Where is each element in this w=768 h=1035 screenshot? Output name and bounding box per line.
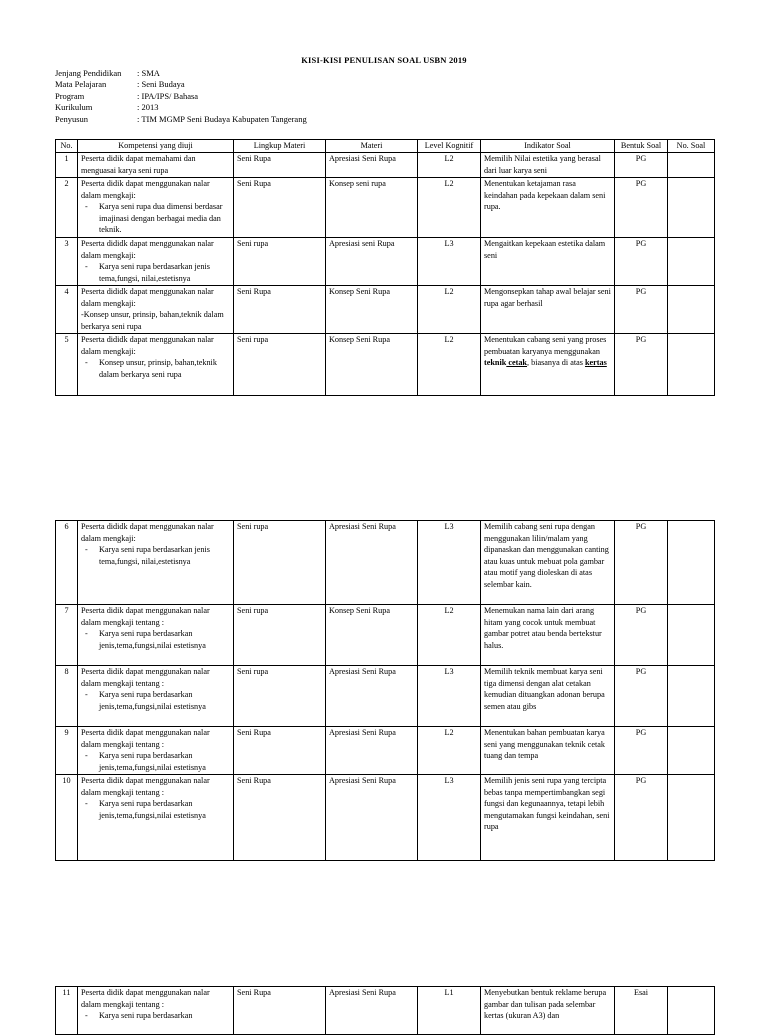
- cell-level: L1: [418, 987, 481, 1035]
- cell-lingkup: Seni Rupa: [234, 153, 326, 178]
- cell-materi: Apresiasi Seni Rupa: [326, 521, 418, 605]
- header-indikator: Indikator Soal: [481, 140, 615, 153]
- document-meta: [55, 68, 307, 125]
- cell-bentuk: PG: [615, 178, 668, 238]
- kompetensi-sub-text: -Konsep unsur, prinsip, bahan,teknik dalam berkarya seni rupa: [81, 310, 224, 331]
- cell-nosoal: [668, 666, 715, 727]
- cell-materi: Konsep seni rupa: [326, 178, 418, 238]
- cell-kompetensi: [78, 521, 234, 605]
- indikator-bold-underline: cetak: [506, 358, 527, 368]
- header-materi: Materi: [326, 140, 418, 153]
- kompetensi-sub-text: Karya seni rupa berdasarkan jenis,tema,fungsi,nilai estetisnya: [99, 799, 206, 820]
- table-row: [56, 334, 715, 396]
- cell-indikator: Menentukan bahan pembuatan karya seni yang menggunakan teknik cetak tuang dan tempa: [481, 727, 615, 775]
- cell-level: L3: [418, 521, 481, 605]
- kompetensi-sub-text: Karya seni rupa berdasarkan jenis,tema,fungsi,nilai estetisnya: [99, 751, 206, 772]
- kompetensi-sub: - Karya seni rupa berdasarkan jenis,tema,fungsi,nilai estetisnya: [81, 750, 230, 773]
- kompetensi-sub: - Karya seni rupa dua dimensi berdasar imajinasi dengan berbagai media dan teknik.: [81, 201, 230, 236]
- header-bentuk: Bentuk Soal: [615, 140, 668, 153]
- table-row: [56, 153, 715, 178]
- header-kompetensi: Kompetensi yang diuji: [78, 140, 234, 153]
- kompetensi-sub-text: Karya seni rupa berdasarkan jenis tema,fungsi, nilai,estetisnya: [99, 262, 210, 283]
- kompetensi-sub-text: Karya seni rupa berdasarkan jenis tema,fungsi, nilai,estetisnya: [99, 545, 210, 566]
- header-level: Level Kognitif: [418, 140, 481, 153]
- cell-bentuk: PG: [615, 775, 668, 861]
- cell-level: L3: [418, 666, 481, 727]
- cell-lingkup: Seni rupa: [234, 666, 326, 727]
- cell-indikator: Memilih jenis seni rupa yang tercipta bebas tanpa mempertimbangkan segi fungsi dan kegunaannya, tetapi lebih mengutamakan fungsi keindahan, seni rupa: [481, 775, 615, 861]
- cell-indikator: Mengonsepkan tahap awal belajar seni rupa agar berhasil: [481, 286, 615, 334]
- table-row: [56, 727, 715, 775]
- meta-row-jenjang: [55, 68, 307, 79]
- cell-level: L2: [418, 605, 481, 666]
- cell-nosoal: [668, 178, 715, 238]
- kompetensi-sub-text: Karya seni rupa berdasarkan jenis,tema,fungsi,nilai estetisnya: [99, 690, 206, 711]
- meta-label: Program: [55, 90, 85, 101]
- cell-bentuk: Esai: [615, 987, 668, 1035]
- cell-nosoal: [668, 775, 715, 861]
- cell-indikator: [481, 334, 615, 396]
- cell-lingkup: Seni Rupa: [234, 178, 326, 238]
- table-row: [56, 775, 715, 861]
- kompetensi-text: Peserta dididk dapat menggunakan nalar dalam mengkaji:: [81, 335, 214, 356]
- cell-level: L3: [418, 775, 481, 861]
- cell-indikator: Memilih cabang seni rupa dengan menggunakan lilin/malam yang dipanaskan dan menggunakan canting atau kuas untuk mebuat pola gambar atau motif yang dioleskan di atas selembar kain.: [481, 521, 615, 605]
- cell-bentuk: PG: [615, 153, 668, 178]
- cell-lingkup: Seni rupa: [234, 334, 326, 396]
- cell-no: 2: [56, 178, 78, 238]
- kompetensi-sub-text: Karya seni rupa dua dimensi berdasar imajinasi dengan berbagai media dan teknik.: [99, 202, 223, 235]
- cell-materi: Apresiasi Seni Rupa: [326, 987, 418, 1035]
- meta-label: Penyusun: [55, 113, 89, 124]
- kompetensi-text: Peserta dididk dapat menggunakan nalar dalam mengkaji:: [81, 239, 214, 260]
- kompetensi-sub: - Karya seni rupa berdasarkan jenis,tema,fungsi,nilai estetisnya: [81, 689, 230, 712]
- meta-value: : TIM MGMP Seni Budaya Kabupaten Tangerang: [137, 113, 307, 124]
- kisi-table-part-3: [55, 986, 715, 1035]
- cell-no: 9: [56, 727, 78, 775]
- cell-indikator: Menyebutkan bentuk reklame berupa gambar dan tulisan pada selembar kertas (ukuran A3) dan: [481, 987, 615, 1035]
- cell-level: L2: [418, 727, 481, 775]
- kompetensi-text: Peserta didik dapat menggunakan nalar dalam mengkaji tentang :: [81, 667, 210, 688]
- table-row: [56, 987, 715, 1035]
- cell-lingkup: Seni Rupa: [234, 775, 326, 861]
- indikator-bold-underline: kertas: [584, 358, 607, 368]
- kompetensi-text: Peserta didik dapat menggunakan nalar dalam mengkaji:: [81, 179, 210, 200]
- indikator-text: Menentukan cabang seni yang proses pembuatan karyanya menggunakan: [484, 335, 607, 356]
- cell-indikator: Menentukan ketajaman rasa keindahan pada kepekaan dalam seni rupa.: [481, 178, 615, 238]
- cell-nosoal: [668, 334, 715, 396]
- cell-kompetensi: [78, 238, 234, 286]
- meta-value: : SMA: [137, 68, 160, 78]
- meta-row-program: [55, 91, 307, 102]
- indikator-text: , biasanya di atas: [527, 358, 585, 368]
- cell-materi: Konsep Seni Rupa: [326, 334, 418, 396]
- cell-bentuk: PG: [615, 666, 668, 727]
- cell-indikator: Menemukan nama lain dari arang hitam yang cocok untuk membuat gambar potret atau benda bertekstur halus.: [481, 605, 615, 666]
- meta-label: Kurikulum: [55, 102, 93, 113]
- kisi-table-part-1: [55, 139, 715, 396]
- cell-indikator: Mengaitkan kepekaan estetika dalam seni: [481, 238, 615, 286]
- cell-nosoal: [668, 727, 715, 775]
- kompetensi-sub-text: Konsep unsur, prinsip, bahan,teknik dalam berkarya seni rupa: [99, 358, 217, 379]
- cell-kompetensi: [78, 727, 234, 775]
- cell-lingkup: Seni Rupa: [234, 987, 326, 1035]
- cell-kompetensi: [78, 775, 234, 861]
- cell-level: L3: [418, 238, 481, 286]
- kompetensi-sub: - Karya seni rupa berdasarkan jenis tema,fungsi, nilai,estetisnya: [81, 261, 230, 284]
- cell-nosoal: [668, 153, 715, 178]
- table-row: [56, 605, 715, 666]
- kompetensi-text: Peserta dididk dapat menggunakan nalar dalam mengkaji:: [81, 287, 214, 308]
- meta-value: : 2013: [137, 102, 159, 113]
- kompetensi-text: Peserta didik dapat menggunakan nalar dalam mengkaji tentang :: [81, 606, 210, 627]
- cell-materi: Apresiasi Seni Rupa: [326, 775, 418, 861]
- header-lingkup: Lingkup Materi: [234, 140, 326, 153]
- meta-value: : Seni Budaya: [137, 79, 185, 90]
- cell-no: 10: [56, 775, 78, 861]
- cell-kompetensi: [78, 178, 234, 238]
- cell-kompetensi: [78, 286, 234, 334]
- cell-lingkup: Seni Rupa: [234, 727, 326, 775]
- meta-value: : IPA/IPS/ Bahasa: [137, 90, 199, 101]
- table-row: [56, 521, 715, 605]
- meta-row-kurikulum: [55, 102, 307, 113]
- kisi-table-part-2: [55, 520, 715, 861]
- cell-kompetensi: [78, 987, 234, 1035]
- kompetensi-sub: - Konsep unsur, prinsip, bahan,teknik dalam berkarya seni rupa: [81, 357, 230, 380]
- cell-no: 7: [56, 605, 78, 666]
- table-header-row: [56, 140, 715, 153]
- cell-lingkup: Seni rupa: [234, 521, 326, 605]
- cell-level: L2: [418, 153, 481, 178]
- cell-nosoal: [668, 286, 715, 334]
- cell-bentuk: PG: [615, 334, 668, 396]
- cell-no: 6: [56, 521, 78, 605]
- cell-kompetensi: [78, 334, 234, 396]
- cell-bentuk: PG: [615, 238, 668, 286]
- cell-lingkup: Seni rupa: [234, 605, 326, 666]
- header-no: No.: [56, 140, 78, 153]
- cell-indikator: Memilih Nilai estetika yang berasal dari luar karya seni: [481, 153, 615, 178]
- cell-no: 3: [56, 238, 78, 286]
- meta-label: Mata Pelajaran: [55, 79, 107, 90]
- kompetensi-sub-text: Karya seni rupa berdasarkan: [99, 1011, 193, 1021]
- cell-materi: Konsep Seni Rupa: [326, 605, 418, 666]
- cell-bentuk: PG: [615, 521, 668, 605]
- cell-no: 8: [56, 666, 78, 727]
- kompetensi-sub: - Karya seni rupa berdasarkan jenis,tema,fungsi,nilai estetisnya: [81, 628, 230, 651]
- cell-nosoal: [668, 987, 715, 1035]
- cell-kompetensi: [78, 605, 234, 666]
- cell-bentuk: PG: [615, 286, 668, 334]
- cell-no: 4: [56, 286, 78, 334]
- cell-bentuk: PG: [615, 727, 668, 775]
- table-row: [56, 286, 715, 334]
- cell-nosoal: [668, 605, 715, 666]
- cell-no: 5: [56, 334, 78, 396]
- cell-kompetensi: Peserta didik dapat memahami dan menguasai karya seni rupa: [78, 153, 234, 178]
- cell-nosoal: [668, 521, 715, 605]
- kompetensi-sub: - Karya seni rupa berdasarkan jenis,tema,fungsi,nilai estetisnya: [81, 798, 230, 821]
- cell-level: L2: [418, 178, 481, 238]
- cell-bentuk: PG: [615, 605, 668, 666]
- kompetensi-text: Peserta dididk dapat menggunakan nalar dalam mengkaji:: [81, 522, 214, 543]
- cell-materi: Konsep Seni Rupa: [326, 286, 418, 334]
- table-row: [56, 178, 715, 238]
- indikator-bold: teknik: [484, 358, 507, 368]
- kompetensi-sub: - Karya seni rupa berdasarkan jenis tema,fungsi, nilai,estetisnya: [81, 544, 230, 567]
- kompetensi-text: Peserta didik dapat menggunakan nalar dalam mengkaji tentang :: [81, 776, 210, 797]
- cell-materi: Apresiasi Seni Rupa: [326, 153, 418, 178]
- meta-label: Jenjang Pendidikan: [55, 68, 122, 78]
- table-row: [56, 666, 715, 727]
- cell-indikator: Memilih teknik membuat karya seni tiga dimensi dengan alat cetakan kemudian dituangkan adonan berupa semen atau gibs: [481, 666, 615, 727]
- cell-materi: Apresiasi seni Rupa: [326, 238, 418, 286]
- cell-level: L2: [418, 334, 481, 396]
- meta-row-mapel: [55, 79, 307, 90]
- cell-lingkup: Seni rupa: [234, 238, 326, 286]
- kompetensi-sub: - Karya seni rupa berdasarkan: [81, 1010, 230, 1022]
- cell-materi: Apresiasi Seni Rupa: [326, 727, 418, 775]
- cell-nosoal: [668, 238, 715, 286]
- cell-materi: Apresiasi Seni Rupa: [326, 666, 418, 727]
- table-row: [56, 238, 715, 286]
- meta-row-penyusun: [55, 114, 307, 125]
- cell-kompetensi: [78, 666, 234, 727]
- kompetensi-text: Peserta didik dapat menggunakan nalar dalam mengkaji tentang :: [81, 988, 210, 1009]
- header-nosoal: No. Soal: [668, 140, 715, 153]
- kompetensi-text: Peserta didik dapat menggunakan nalar dalam mengkaji tentang :: [81, 728, 210, 749]
- cell-level: L2: [418, 286, 481, 334]
- document-title: KISI-KISI PENULISAN SOAL USBN 2019: [301, 55, 467, 65]
- cell-no: 1: [56, 153, 78, 178]
- cell-no: 11: [56, 987, 78, 1035]
- kompetensi-sub-text: Karya seni rupa berdasarkan jenis,tema,fungsi,nilai estetisnya: [99, 629, 206, 650]
- cell-lingkup: Seni Rupa: [234, 286, 326, 334]
